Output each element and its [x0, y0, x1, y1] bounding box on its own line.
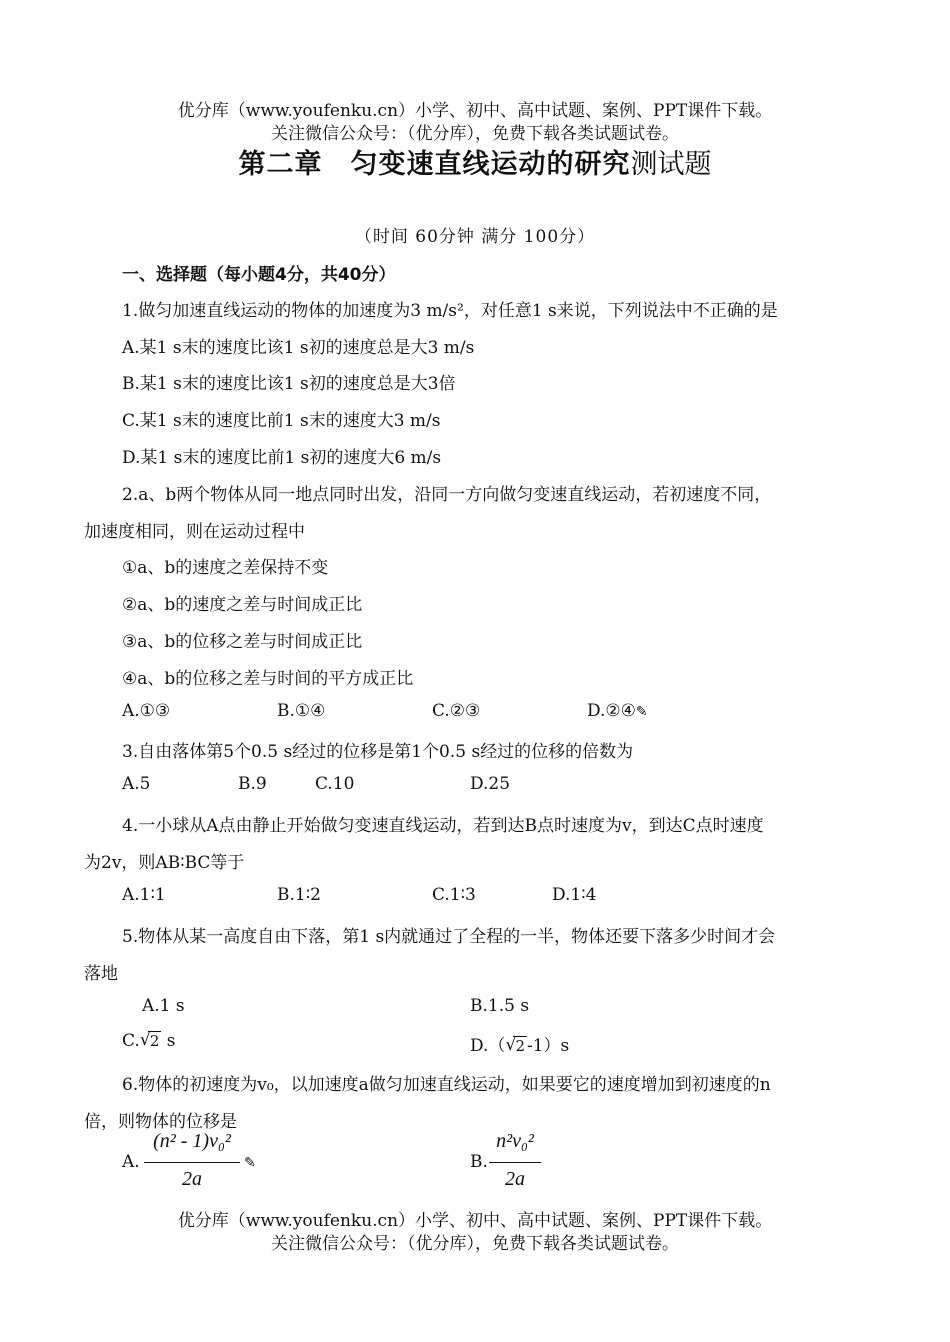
site-header-line2: 关注微信公众号：（优分库），免费下载各类试题试卷。 — [271, 124, 679, 144]
mark-icon: ✎ — [244, 1155, 256, 1171]
q5-option-d: D.（ √ 2 -1）s — [470, 1035, 570, 1056]
q2-statement-1: ①a、b的速度之差保持不变 — [122, 558, 329, 578]
q6-stem-line2: 倍，则物体的位移是 — [84, 1112, 237, 1132]
site-footer-line2: 关注微信公众号：（优分库），免费下载各类试题试卷。 — [271, 1234, 679, 1254]
fraction-bar — [144, 1162, 240, 1163]
q3-stem: 3.自由落体第5个0.5 s经过的位移是第1个0.5 s经过的位移的倍数为 — [122, 742, 634, 762]
q5-option-c: C. √ 2 s — [122, 1030, 176, 1051]
q2-option-d: D.②④✎ — [587, 701, 648, 721]
fraction-denominator: 2a — [182, 1168, 202, 1190]
q2-stem-line2: 加速度相同，则在运动过程中 — [84, 522, 305, 542]
q1-option-c: C.某1 s末的速度比前1 s末的速度大3 m/s — [122, 411, 441, 431]
exam-meta: （时间 60分钟 满分 100分） — [354, 227, 596, 247]
q4-option-d: D.1∶4 — [552, 885, 597, 905]
q3-option-d: D.25 — [470, 774, 511, 794]
sqrt-symbol: √ 2 — [505, 1035, 525, 1055]
sqrt-symbol: √ 2 — [139, 1030, 160, 1050]
q2-statement-2: ②a、b的速度之差与时间成正比 — [122, 595, 363, 615]
q1-stem: 1.做匀加速直线运动的物体的加速度为3 m/s²，对任意1 s来说，下列说法中不正确的是 — [122, 301, 778, 321]
q2-option-a: A.①③ — [122, 701, 171, 721]
q5-stem-line2: 落地 — [84, 964, 118, 984]
q5-option-a: A.1 s — [142, 996, 185, 1016]
q4-option-a: A.1∶1 — [122, 885, 166, 905]
q2-option-c: C.②③ — [432, 701, 481, 721]
q2-statement-3: ③a、b的位移之差与时间成正比 — [122, 632, 363, 652]
fraction-numerator: (n² - 1)v₀² — [153, 1130, 231, 1152]
fraction-numerator: n²v₀² — [496, 1130, 534, 1152]
q6-stem-line1: 6.物体的初速度为v₀，以加速度a做匀加速直线运动，如果要它的速度增加到初速度的n — [122, 1075, 771, 1095]
q3-option-b: B.9 — [238, 774, 267, 794]
q4-option-b: B.1∶2 — [277, 885, 321, 905]
q3-option-a: A.5 — [122, 774, 151, 794]
title-suffix: 测试题 — [630, 149, 712, 180]
q1-option-b: B.某1 s末的速度比该1 s初的速度总是大3倍 — [122, 374, 456, 394]
q5-option-b: B.1.5 s — [470, 996, 530, 1016]
q5-stem-line1: 5.物体从某一高度自由下落，第1 s内就通过了全程的一半，物体还要下落多少时间才会 — [122, 927, 776, 947]
mark-icon: ✎ — [635, 704, 648, 720]
q4-stem-line1: 4.一小球从A点由静止开始做匀变速直线运动，若到达B点时速度为v，到达C点时速度 — [122, 816, 764, 836]
q6-option-b-label: B. — [470, 1152, 488, 1172]
fraction-denominator: 2a — [505, 1168, 525, 1190]
section-heading: 一、选择题（每小题4分，共40分） — [122, 265, 396, 285]
q1-option-a: A.某1 s末的速度比该1 s初的速度总是大3 m/s — [122, 338, 475, 358]
fraction-bar — [489, 1162, 541, 1163]
q4-option-c: C.1∶3 — [432, 885, 476, 905]
q6-option-a-label: A. — [122, 1152, 140, 1172]
title-main: 第二章 匀变速直线运动的研究 — [238, 149, 631, 180]
q6-option-b-fraction — [489, 1130, 541, 1196]
q2-stem-line1: 2.a、b两个物体从同一地点同时出发，沿同一方向做匀变速直线运动，若初速度不同， — [122, 485, 772, 505]
page-title — [0, 142, 950, 181]
q2-option-b: B.①④ — [277, 701, 326, 721]
q6-option-a-fraction — [144, 1130, 240, 1196]
q4-stem-line2: 为2v，则AB∶BC等于 — [84, 853, 245, 873]
site-footer-line1: 优分库（www.youfenku.cn）小学、初中、高中试题、案例、PPT课件下载。 — [177, 1211, 773, 1231]
q3-option-c: C.10 — [315, 774, 355, 794]
q2-statement-4: ④a、b的位移之差与时间的平方成正比 — [122, 669, 414, 689]
site-header-line1: 优分库（www.youfenku.cn）小学、初中、高中试题、案例、PPT课件下载。 — [177, 101, 773, 121]
q1-option-d: D.某1 s末的速度比前1 s初的速度大6 m/s — [122, 448, 442, 468]
